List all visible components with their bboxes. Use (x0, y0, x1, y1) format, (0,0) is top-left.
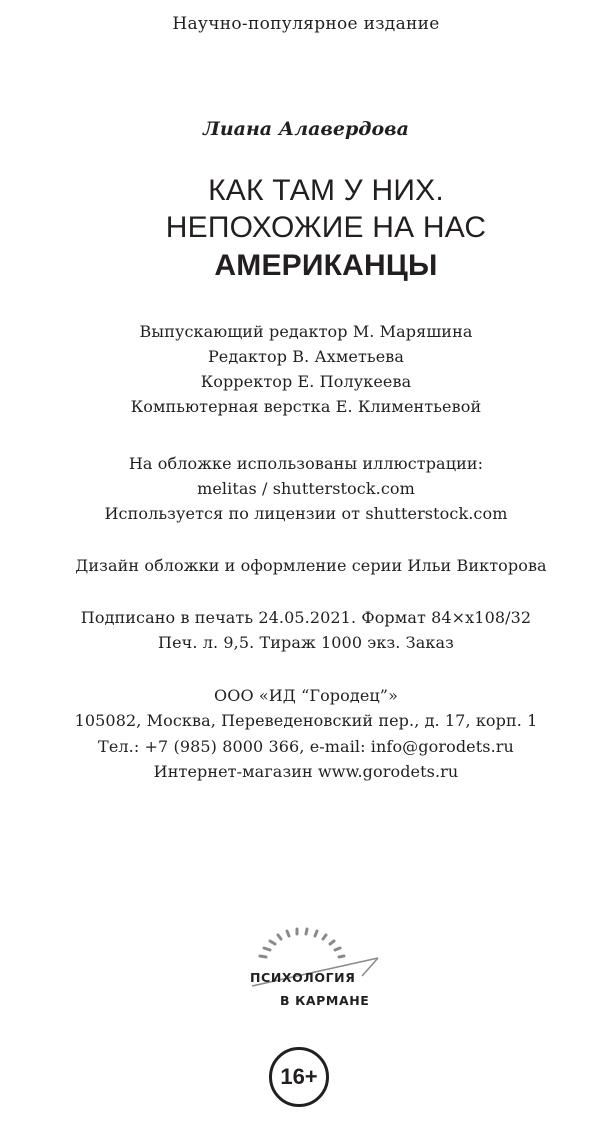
sunburst-icon (250, 918, 390, 998)
cover-design-credit: Дизайн обложки и оформление серии Ильи Викторова (75, 556, 547, 575)
illustration-source: melitas / shutterstock.com (197, 479, 415, 498)
series-logo (250, 918, 390, 1018)
print-info-line-2: Печ. л. 9,5. Тираж 1000 экз. Заказ (158, 633, 454, 652)
print-info-line-1: Подписано в печать 24.05.2021. Формат 84×x108/32 (80, 608, 532, 627)
credit-layout: Компьютерная верстка Е. Климентьевой (130, 397, 482, 416)
series-logo-line-2: В КАРМАНЕ (280, 993, 370, 1008)
credit-executive-editor: Выпускающий редактор М. Маряшина (139, 322, 473, 341)
publisher-name: ООО «ИД “Городец”» (214, 686, 398, 705)
book-title-line-3: АМЕРИКАНЦЫ (214, 249, 438, 282)
license-note: Используется по лицензии от shutterstock.com (104, 504, 508, 523)
credit-proofreader: Корректор Е. Полукеева (200, 372, 412, 391)
publisher-website: Интернет-магазин www.gorodets.ru (153, 762, 459, 781)
publisher-contacts: Тел.: +7 (985) 8000 366, e-mail: info@gorodets.ru (98, 737, 514, 756)
credit-editor: Редактор В. Ахметьева (207, 347, 405, 366)
age-rating-badge (269, 1047, 329, 1107)
book-title-line-1: КАК ТАМ У НИХ. (208, 174, 444, 207)
illustration-note: На обложке использованы иллюстрации: (128, 454, 484, 473)
book-title-line-2: НЕПОХОЖИЕ НА НАС (165, 211, 487, 244)
publisher-address: 105082, Москва, Переведеновский пер., д. 17, корп. 1 (74, 711, 538, 730)
edition-type: Научно-популярное издание (172, 14, 440, 34)
age-rating-label: 16+ (280, 1064, 318, 1089)
series-logo-line-1: ПСИХОЛОГИЯ (250, 970, 356, 985)
author-name: Лиана Алавердова (203, 118, 409, 140)
